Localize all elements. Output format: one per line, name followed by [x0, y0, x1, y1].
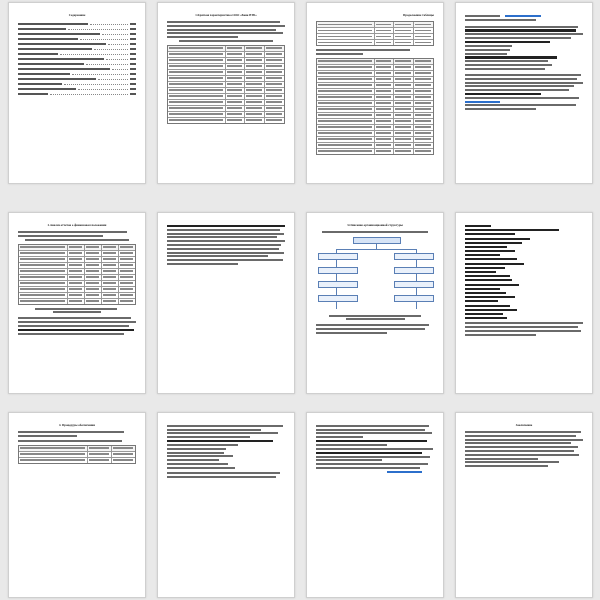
org-node — [318, 253, 358, 260]
document-page-9[interactable] — [8, 412, 146, 598]
org-node — [394, 267, 434, 274]
page-heading: Заключение — [515, 423, 533, 427]
data-table — [316, 21, 434, 46]
document-page-6[interactable] — [157, 212, 295, 394]
org-root-node — [353, 237, 401, 244]
document-page-11[interactable] — [306, 412, 444, 598]
document-page-1[interactable] — [8, 2, 146, 184]
data-table — [18, 244, 136, 305]
document-page-2[interactable] — [157, 2, 295, 184]
document-page-10[interactable] — [157, 412, 295, 598]
org-diagram — [316, 237, 434, 311]
page-heading: 2.Анализ отчетов о финансовом положении — [47, 223, 107, 227]
org-node — [318, 295, 358, 302]
document-page-7[interactable] — [306, 212, 444, 394]
document-page-5[interactable] — [8, 212, 146, 394]
document-page-3[interactable] — [306, 2, 444, 184]
document-page-8[interactable] — [455, 212, 593, 394]
data-table-2 — [316, 58, 434, 155]
org-node — [318, 267, 358, 274]
data-table — [18, 445, 136, 464]
figure-caption — [316, 315, 434, 320]
data-table — [167, 45, 285, 124]
document-page-4[interactable] — [455, 2, 593, 184]
org-node — [394, 295, 434, 302]
page-heading: 4. Процедуры обеспечения — [58, 423, 96, 427]
page-heading: 1.Краткая характеристика ООО «Банк ВТБ» — [195, 13, 257, 17]
org-node — [394, 281, 434, 288]
page-heading: Содержание — [68, 13, 86, 17]
page-heading: 3.Описание организационной структуры — [347, 223, 403, 227]
document-page-12[interactable] — [455, 412, 593, 598]
page-heading: Продолжение таблицы — [402, 13, 434, 17]
org-node — [394, 253, 434, 260]
org-node — [318, 281, 358, 288]
